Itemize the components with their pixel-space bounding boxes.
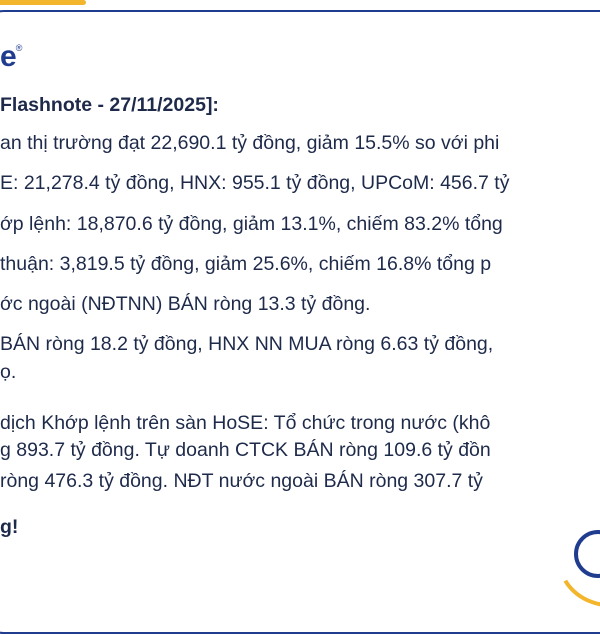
foreign-investors-line: ớc ngoài (NĐTNN) BÁN ròng 13.3 tỷ đồng. <box>0 293 371 315</box>
flashnote-heading: Flashnote - 27/11/2025]: <box>0 94 219 116</box>
registered-mark: ® <box>15 43 22 53</box>
brand-logo <box>0 40 21 74</box>
logo-text: e <box>0 40 16 73</box>
exchange-breakdown-line: E: 21,278.4 tỷ đồng, HNX: 955.1 tỷ đồng, UPCoM: 456.7 tỷ <box>0 172 510 194</box>
order-matching-line: ớp lệnh: 18,870.6 tỷ đồng, giảm 13.1%, chiếm 83.2% tổng <box>0 213 503 235</box>
foreign-by-exchange-line-end: ọ. <box>0 361 17 383</box>
put-through-line: thuận: 3,819.5 tỷ đồng, giảm 25.6%, chiếm 16.8% tổng p <box>0 253 492 275</box>
top-accent-stripe <box>0 0 86 5</box>
market-liquidity-line: an thị trường đạt 22,690.1 tỷ đồng, giảm 15.5% so với phi <box>0 132 500 154</box>
closing-line: g! <box>0 516 19 538</box>
foreign-by-exchange-line: BÁN ròng 18.2 tỷ đồng, HNX NN MUA ròng 6.63 tỷ đồng, <box>0 333 494 355</box>
proprietary-trading-line: g 893.7 tỷ đồng. Tự doanh CTCK BÁN ròng 109.6 tỷ đồn <box>0 439 491 461</box>
hose-matching-line: dịch Khớp lệnh trên sàn HoSE: Tổ chức trong nước (khô <box>0 412 491 434</box>
foreign-sell-line: ròng 476.3 tỷ đồng. NĐT nước ngoài BÁN ròng 307.7 tỷ <box>0 470 483 492</box>
